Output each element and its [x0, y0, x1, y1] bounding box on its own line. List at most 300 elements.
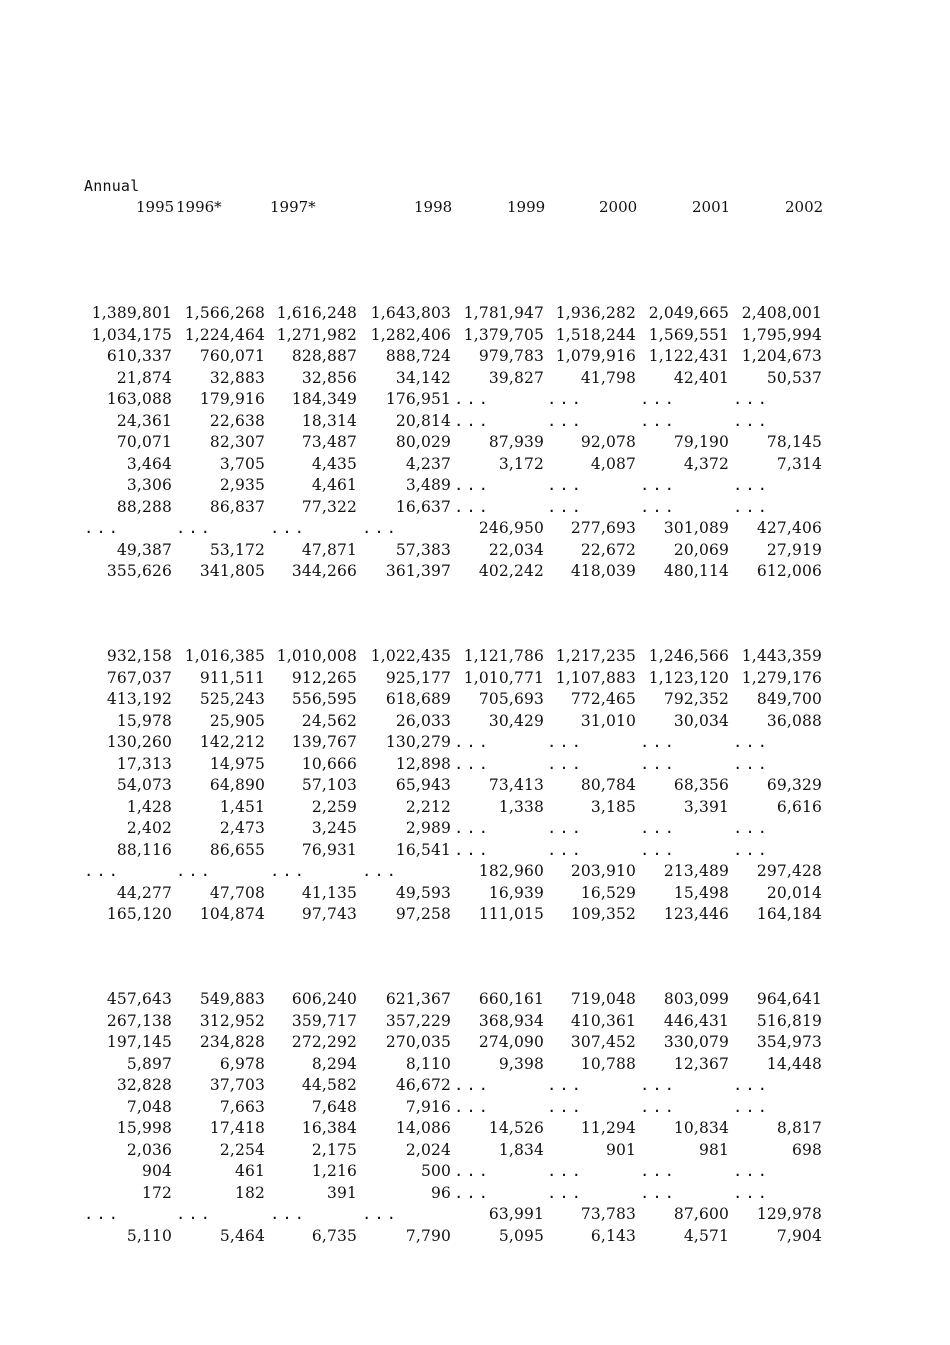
table-cell: 16,637: [395, 497, 451, 516]
table-cell: ...: [733, 1162, 770, 1180]
table-cell: 1,216: [311, 1162, 357, 1180]
table-cell: 123,446: [663, 905, 729, 923]
table-cell: 9,398: [498, 1054, 544, 1073]
table-cell: ...: [547, 840, 584, 859]
table-cell: 88,288: [116, 497, 172, 516]
table-row: [0, 1226, 950, 1248]
table-cell: 2,935: [219, 476, 265, 494]
table-cell: 413,192: [106, 690, 172, 708]
table-cell: 4,435: [311, 454, 357, 473]
table-cell: 27,919: [766, 540, 822, 559]
table-cell: 964,641: [756, 990, 822, 1008]
table-cell: 3,306: [126, 476, 172, 494]
table-cell: ...: [640, 411, 677, 430]
table-cell: 772,465: [570, 690, 636, 708]
table-cell: 73,413: [488, 776, 544, 794]
table-cell: 803,099: [663, 990, 729, 1008]
table-cell: ...: [454, 754, 491, 773]
table-cell: ...: [733, 819, 770, 837]
year-header-1996: 1996*: [176, 198, 222, 216]
table-cell: 457,643: [106, 990, 172, 1008]
table-cell: 461: [234, 1162, 265, 1180]
table-cell: 172: [141, 1183, 172, 1202]
table-cell: ...: [733, 754, 770, 773]
table-cell: 97,258: [395, 905, 451, 923]
table-cell: 87,600: [673, 1205, 729, 1223]
table-cell: ...: [547, 1097, 584, 1116]
table-cell: ...: [547, 476, 584, 494]
table-cell: 1,282,406: [370, 325, 451, 344]
table-cell: 16,529: [580, 883, 636, 902]
table-cell: 109,352: [570, 905, 636, 923]
table-cell: 344,266: [291, 562, 357, 580]
table-cell: 606,240: [291, 990, 357, 1008]
table-cell: 1,834: [498, 1140, 544, 1159]
table-row: [0, 1118, 950, 1140]
table-cell: ...: [362, 519, 399, 537]
table-cell: 164,184: [756, 905, 822, 923]
table-cell: ...: [640, 1183, 677, 1202]
table-cell: ...: [84, 1205, 121, 1223]
table-cell: 7,916: [405, 1097, 451, 1116]
table-cell: ...: [454, 1097, 491, 1116]
table-cell: 37,703: [209, 1076, 265, 1094]
table-cell: 17,418: [209, 1119, 265, 1137]
table-cell: 3,489: [405, 476, 451, 494]
table-cell: 73,783: [580, 1205, 636, 1223]
table-cell: ...: [176, 1205, 213, 1223]
table-cell: 57,103: [301, 776, 357, 794]
table-cell: 297,428: [756, 862, 822, 880]
year-header-row: [0, 196, 950, 218]
table-cell: 500: [420, 1162, 451, 1180]
table-cell: 12,898: [395, 754, 451, 773]
table-cell: 15,498: [673, 883, 729, 902]
annual-label: Annual: [84, 177, 140, 195]
table-cell: 20,814: [395, 411, 451, 430]
table-cell: 270,035: [385, 1033, 451, 1051]
table-cell: 34,142: [395, 368, 451, 387]
table-cell: 22,034: [488, 540, 544, 559]
table-cell: 7,048: [126, 1097, 172, 1116]
table-cell: 18,314: [301, 411, 357, 430]
table-cell: ...: [84, 862, 121, 880]
table-cell: ...: [640, 476, 677, 494]
table-cell: ...: [640, 497, 677, 516]
table-cell: ...: [362, 1205, 399, 1223]
table-cell: 277,693: [570, 519, 636, 537]
table-cell: 41,798: [580, 368, 636, 387]
table-cell: 11,294: [580, 1119, 636, 1137]
table-cell: 1,443,359: [741, 647, 822, 665]
table-cell: 828,887: [291, 347, 357, 365]
table-cell: 5,095: [498, 1226, 544, 1245]
table-cell: 30,429: [488, 711, 544, 730]
table-cell: 2,036: [126, 1140, 172, 1159]
table-cell: 86,655: [209, 840, 265, 859]
table-cell: 129,978: [756, 1205, 822, 1223]
table-cell: ...: [733, 733, 770, 751]
table-cell: 65,943: [395, 776, 451, 794]
table-cell: 53,172: [209, 540, 265, 559]
table-row: [0, 732, 950, 754]
table-cell: 1,079,916: [555, 347, 636, 365]
table-cell: 88,116: [116, 840, 172, 859]
table-cell: 139,767: [291, 733, 357, 751]
table-row: [0, 325, 950, 347]
table-cell: 32,883: [209, 368, 265, 387]
table-cell: 142,212: [199, 733, 265, 751]
table-cell: 1,643,803: [370, 304, 451, 322]
table-cell: 516,819: [756, 1011, 822, 1030]
table-row: [0, 1097, 950, 1119]
table-row: [0, 883, 950, 905]
table-cell: 3,172: [498, 454, 544, 473]
table-row: [0, 646, 950, 668]
table-cell: 1,379,705: [463, 325, 544, 344]
table-cell: 15,978: [116, 711, 172, 730]
table-cell: 16,384: [301, 1119, 357, 1137]
table-cell: 307,452: [570, 1033, 636, 1051]
table-cell: 719,048: [570, 990, 636, 1008]
table-cell: ...: [547, 1162, 584, 1180]
table-cell: 14,448: [766, 1054, 822, 1073]
table-cell: ...: [640, 1076, 677, 1094]
table-row: [0, 775, 950, 797]
table-cell: ...: [547, 390, 584, 408]
table-cell: 8,110: [405, 1054, 451, 1073]
year-header-1998: 1998: [414, 198, 453, 216]
table-cell: 10,666: [301, 754, 357, 773]
table-cell: 904: [141, 1162, 172, 1180]
table-cell: 44,582: [301, 1076, 357, 1094]
table-cell: 32,828: [116, 1076, 172, 1094]
year-header-1995: 1995: [136, 198, 175, 216]
table-cell: 312,952: [199, 1011, 265, 1030]
table-cell: 17,313: [116, 754, 172, 773]
table-cell: 402,242: [478, 562, 544, 580]
table-cell: 888,724: [385, 347, 451, 365]
table-row: [0, 540, 950, 562]
table-cell: 849,700: [756, 690, 822, 708]
table-cell: 10,834: [673, 1119, 729, 1137]
table-row: [0, 518, 950, 540]
table-cell: 6,735: [311, 1226, 357, 1245]
year-header-1999: 1999: [507, 198, 546, 216]
table-cell: 3,391: [683, 797, 729, 816]
table-cell: 179,916: [199, 390, 265, 408]
table-cell: 78,145: [766, 433, 822, 451]
table-cell: ...: [547, 733, 584, 751]
table-cell: 24,361: [116, 411, 172, 430]
table-cell: 792,352: [663, 690, 729, 708]
table-cell: 24,562: [301, 711, 357, 730]
table-cell: 96: [430, 1183, 451, 1202]
table-cell: 32,856: [301, 368, 357, 387]
table-cell: 272,292: [291, 1033, 357, 1051]
table-cell: ...: [454, 476, 491, 494]
table-cell: ...: [547, 754, 584, 773]
table-cell: ...: [176, 862, 213, 880]
table-row: [0, 861, 950, 883]
table-cell: 1,279,176: [741, 668, 822, 687]
table-cell: 446,431: [663, 1011, 729, 1030]
table-cell: 1,122,431: [648, 347, 729, 365]
table-cell: 80,029: [395, 433, 451, 451]
table-cell: 427,406: [756, 519, 822, 537]
table-cell: 1,389,801: [91, 304, 172, 322]
table-cell: 49,593: [395, 883, 451, 902]
table-cell: 3,185: [590, 797, 636, 816]
table-row: [0, 1183, 950, 1205]
table-cell: 354,973: [756, 1033, 822, 1051]
table-row: [0, 904, 950, 926]
table-cell: 1,428: [126, 797, 172, 816]
table-cell: 68,356: [673, 776, 729, 794]
table-row: [0, 840, 950, 862]
table-cell: ...: [640, 819, 677, 837]
table-row: [0, 411, 950, 433]
table-cell: 1,338: [498, 797, 544, 816]
table-cell: 4,571: [683, 1226, 729, 1245]
table-cell: 42,401: [673, 368, 729, 387]
table-cell: 610,337: [106, 347, 172, 365]
table-row: [0, 561, 950, 583]
table-cell: 612,006: [756, 562, 822, 580]
table-row: [0, 497, 950, 519]
table-cell: 57,383: [395, 540, 451, 559]
table-cell: 20,069: [673, 540, 729, 559]
table-cell: 176,951: [385, 390, 451, 408]
table-cell: 1,010,771: [463, 668, 544, 687]
table-cell: 54,073: [116, 776, 172, 794]
table-cell: 418,039: [570, 562, 636, 580]
table-cell: ...: [454, 819, 491, 837]
table-cell: ...: [176, 519, 213, 537]
table-cell: ...: [270, 519, 307, 537]
table-cell: 2,254: [219, 1140, 265, 1159]
table-cell: 391: [326, 1183, 357, 1202]
table-cell: 7,314: [776, 454, 822, 473]
table-cell: 2,024: [405, 1140, 451, 1159]
table-cell: 1,224,464: [184, 325, 265, 344]
table-cell: 76,931: [301, 840, 357, 859]
table-row: [0, 346, 950, 368]
table-row: [0, 1204, 950, 1226]
table-cell: 4,087: [590, 454, 636, 473]
table-cell: 1,569,551: [648, 325, 729, 344]
table-cell: ...: [733, 1097, 770, 1116]
table-cell: 6,143: [590, 1226, 636, 1245]
table-section-1: [0, 303, 950, 583]
table-cell: 47,708: [209, 883, 265, 902]
table-row: [0, 1161, 950, 1183]
table-cell: 36,088: [766, 711, 822, 730]
table-cell: 69,329: [766, 776, 822, 794]
table-cell: 197,145: [106, 1033, 172, 1051]
table-cell: 2,989: [405, 819, 451, 837]
table-cell: 182: [234, 1183, 265, 1202]
table-cell: 618,689: [385, 690, 451, 708]
table-row: [0, 1054, 950, 1076]
table-cell: 267,138: [106, 1011, 172, 1030]
table-cell: ...: [640, 1162, 677, 1180]
table-cell: 410,361: [570, 1011, 636, 1030]
table-cell: 912,265: [291, 668, 357, 687]
table-cell: ...: [454, 1076, 491, 1094]
table-cell: 3,705: [219, 454, 265, 473]
table-cell: ...: [547, 1183, 584, 1202]
table-cell: 760,071: [199, 347, 265, 365]
table-cell: 82,307: [209, 433, 265, 451]
table-cell: 341,805: [199, 562, 265, 580]
table-cell: ...: [454, 390, 491, 408]
table-row: [0, 1140, 950, 1162]
table-cell: 1,107,883: [555, 668, 636, 687]
table-row: [0, 1011, 950, 1033]
table-cell: 184,349: [291, 390, 357, 408]
table-cell: 5,897: [126, 1054, 172, 1073]
table-cell: 87,939: [488, 433, 544, 451]
table-row: [0, 303, 950, 325]
table-cell: 5,110: [126, 1226, 172, 1245]
table-cell: 2,212: [405, 797, 451, 816]
table-cell: ...: [733, 840, 770, 859]
table-cell: 50,537: [766, 368, 822, 387]
table-row: [0, 1075, 950, 1097]
table-cell: 2,402: [126, 819, 172, 837]
table-cell: ...: [270, 1205, 307, 1223]
table-cell: 361,397: [385, 562, 451, 580]
table-cell: 1,010,008: [276, 647, 357, 665]
table-cell: 549,883: [199, 990, 265, 1008]
table-cell: 77,322: [301, 497, 357, 516]
table-cell: 357,229: [385, 1011, 451, 1030]
table-cell: ...: [640, 1097, 677, 1116]
table-cell: ...: [547, 819, 584, 837]
table-cell: 111,015: [478, 905, 544, 923]
table-cell: 1,781,947: [463, 304, 544, 322]
table-cell: 86,837: [209, 497, 265, 516]
table-row: [0, 797, 950, 819]
table-cell: 330,079: [663, 1033, 729, 1051]
table-cell: 1,616,248: [276, 304, 357, 322]
table-cell: ...: [640, 754, 677, 773]
table-cell: 70,071: [116, 433, 172, 451]
table-cell: 8,294: [311, 1054, 357, 1073]
table-cell: 80,784: [580, 776, 636, 794]
table-cell: 47,871: [301, 540, 357, 559]
table-cell: 6,978: [219, 1054, 265, 1073]
table-cell: 7,790: [405, 1226, 451, 1245]
table-cell: 73,487: [301, 433, 357, 451]
table-cell: ...: [547, 497, 584, 516]
year-header-2000: 2000: [599, 198, 638, 216]
table-cell: 12,367: [673, 1054, 729, 1073]
table-cell: 1,795,994: [741, 325, 822, 344]
table-cell: 14,975: [209, 754, 265, 773]
table-cell: ...: [733, 476, 770, 494]
table-cell: 22,638: [209, 411, 265, 430]
table-cell: 1,518,244: [555, 325, 636, 344]
table-cell: 104,874: [199, 905, 265, 923]
table-cell: 31,010: [580, 711, 636, 730]
table-cell: ...: [454, 411, 491, 430]
table-cell: 30,034: [673, 711, 729, 730]
table-row: [0, 389, 950, 411]
table-cell: ...: [733, 390, 770, 408]
table-cell: ...: [454, 733, 491, 751]
year-header-2002: 2002: [785, 198, 824, 216]
table-cell: 911,511: [199, 668, 265, 687]
table-cell: 234,828: [199, 1033, 265, 1051]
table-row: [0, 689, 950, 711]
table-cell: ...: [640, 390, 677, 408]
table-row: [0, 368, 950, 390]
table-cell: 46,672: [395, 1076, 451, 1094]
table-cell: 6,616: [776, 797, 822, 816]
table-section-2: [0, 646, 950, 926]
table-cell: 15,998: [116, 1119, 172, 1137]
table-cell: 525,243: [199, 690, 265, 708]
year-header-1997: 1997*: [270, 198, 316, 216]
table-cell: ...: [640, 840, 677, 859]
table-cell: 556,595: [291, 690, 357, 708]
table-cell: 901: [605, 1140, 636, 1159]
table-cell: 274,090: [478, 1033, 544, 1051]
table-cell: 44,277: [116, 883, 172, 902]
table-cell: 7,904: [776, 1226, 822, 1245]
table-cell: 368,934: [478, 1011, 544, 1030]
table-cell: 979,783: [478, 347, 544, 365]
table-row: [0, 668, 950, 690]
table-cell: 8,817: [776, 1119, 822, 1137]
table-cell: 1,123,120: [648, 668, 729, 687]
table-cell: 698: [791, 1140, 822, 1159]
table-cell: 182,960: [478, 862, 544, 880]
table-row: [0, 754, 950, 776]
table-cell: 2,175: [311, 1140, 357, 1159]
table-cell: 14,526: [488, 1119, 544, 1137]
table-cell: 97,743: [301, 905, 357, 923]
table-cell: 480,114: [663, 562, 729, 580]
table-cell: 621,367: [385, 990, 451, 1008]
table-cell: ...: [547, 411, 584, 430]
table-cell: 1,121,786: [463, 647, 544, 665]
table-row: [0, 989, 950, 1011]
table-cell: 359,717: [291, 1011, 357, 1030]
table-cell: ...: [362, 862, 399, 880]
table-cell: 705,693: [478, 690, 544, 708]
table-cell: ...: [733, 497, 770, 516]
table-cell: ...: [547, 1076, 584, 1094]
table-cell: 64,890: [209, 776, 265, 794]
table-row: [0, 711, 950, 733]
table-cell: 1,016,385: [184, 647, 265, 665]
table-cell: ...: [270, 862, 307, 880]
table-cell: ...: [640, 733, 677, 751]
table-cell: 2,259: [311, 797, 357, 816]
table-cell: 1,217,235: [555, 647, 636, 665]
table-cell: ...: [733, 1076, 770, 1094]
table-cell: 301,089: [663, 519, 729, 537]
table-cell: 165,120: [106, 905, 172, 923]
table-cell: 1,271,982: [276, 325, 357, 344]
table-cell: 246,950: [478, 519, 544, 537]
table-cell: ...: [454, 497, 491, 516]
table-cell: 1,034,175: [91, 325, 172, 344]
table-cell: 4,461: [311, 476, 357, 494]
